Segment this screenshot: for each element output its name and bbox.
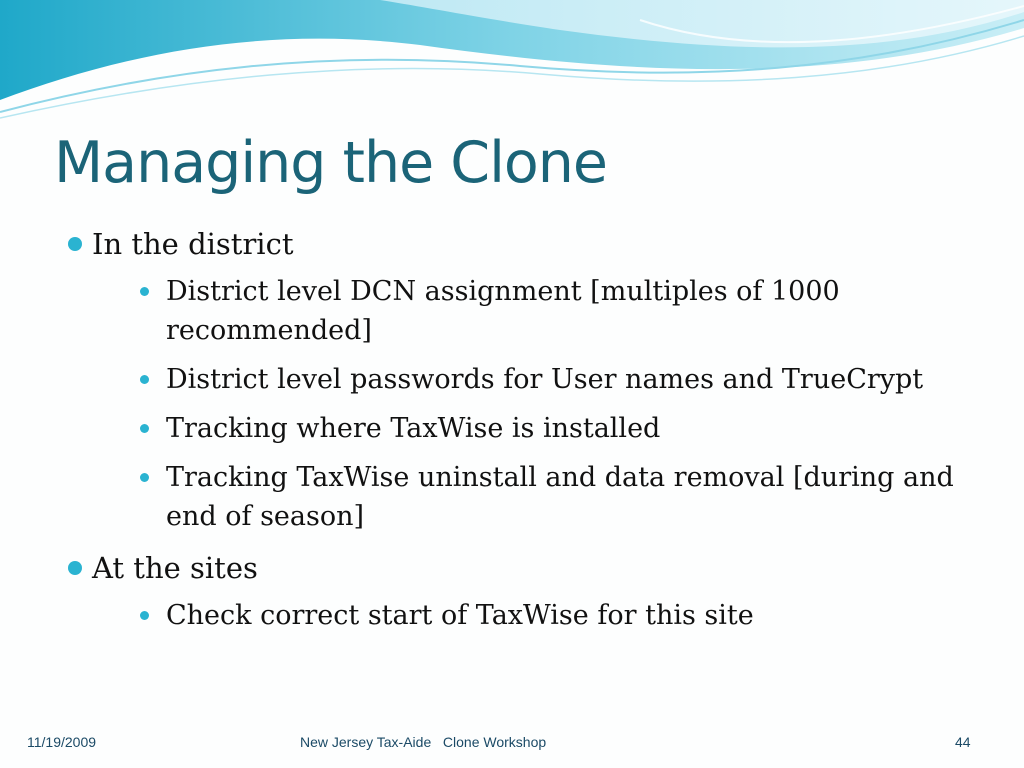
footer-date: 11/19/2009 [27, 734, 97, 750]
sub-bullet-list [92, 272, 960, 536]
footer-page-number: 44 [955, 734, 971, 750]
sub-bullet-item [124, 458, 960, 536]
bullet-dot-icon [68, 237, 82, 251]
bullet-dot-icon [140, 424, 149, 433]
slide-title: Managing the Clone [54, 130, 607, 196]
bullet-dot-icon [140, 611, 149, 620]
sub-bullet-text: District level DCN assignment [multiples of 1000 recommended] [166, 276, 840, 346]
slide-content [60, 222, 960, 645]
bullet-dot-icon [140, 375, 149, 384]
bullet-dot-icon [140, 287, 149, 296]
bullet-dot-icon [68, 561, 82, 575]
sub-bullet-text: Tracking where TaxWise is installed [166, 413, 661, 444]
sub-bullet-text: Check correct start of TaxWise for this site [166, 600, 754, 631]
bullet-text: In the district [92, 227, 294, 261]
sub-bullet-text: District level passwords for User names and TrueCrypt [166, 364, 924, 395]
sub-bullet-item [124, 596, 960, 635]
bullet-list [60, 222, 960, 635]
bullet-text: At the sites [92, 551, 258, 585]
sub-bullet-item [124, 409, 960, 448]
sub-bullet-list [92, 596, 960, 635]
bullet-dot-icon [140, 473, 149, 482]
sub-bullet-text: Tracking TaxWise uninstall and data removal [during and end of season] [166, 462, 954, 532]
footer-title: New Jersey Tax-Aide Clone Workshop [300, 734, 547, 750]
bullet-item [60, 546, 960, 635]
bullet-item [60, 222, 960, 536]
sub-bullet-item [124, 272, 960, 350]
header-wave-decoration [0, 0, 1024, 130]
sub-bullet-item [124, 360, 960, 399]
